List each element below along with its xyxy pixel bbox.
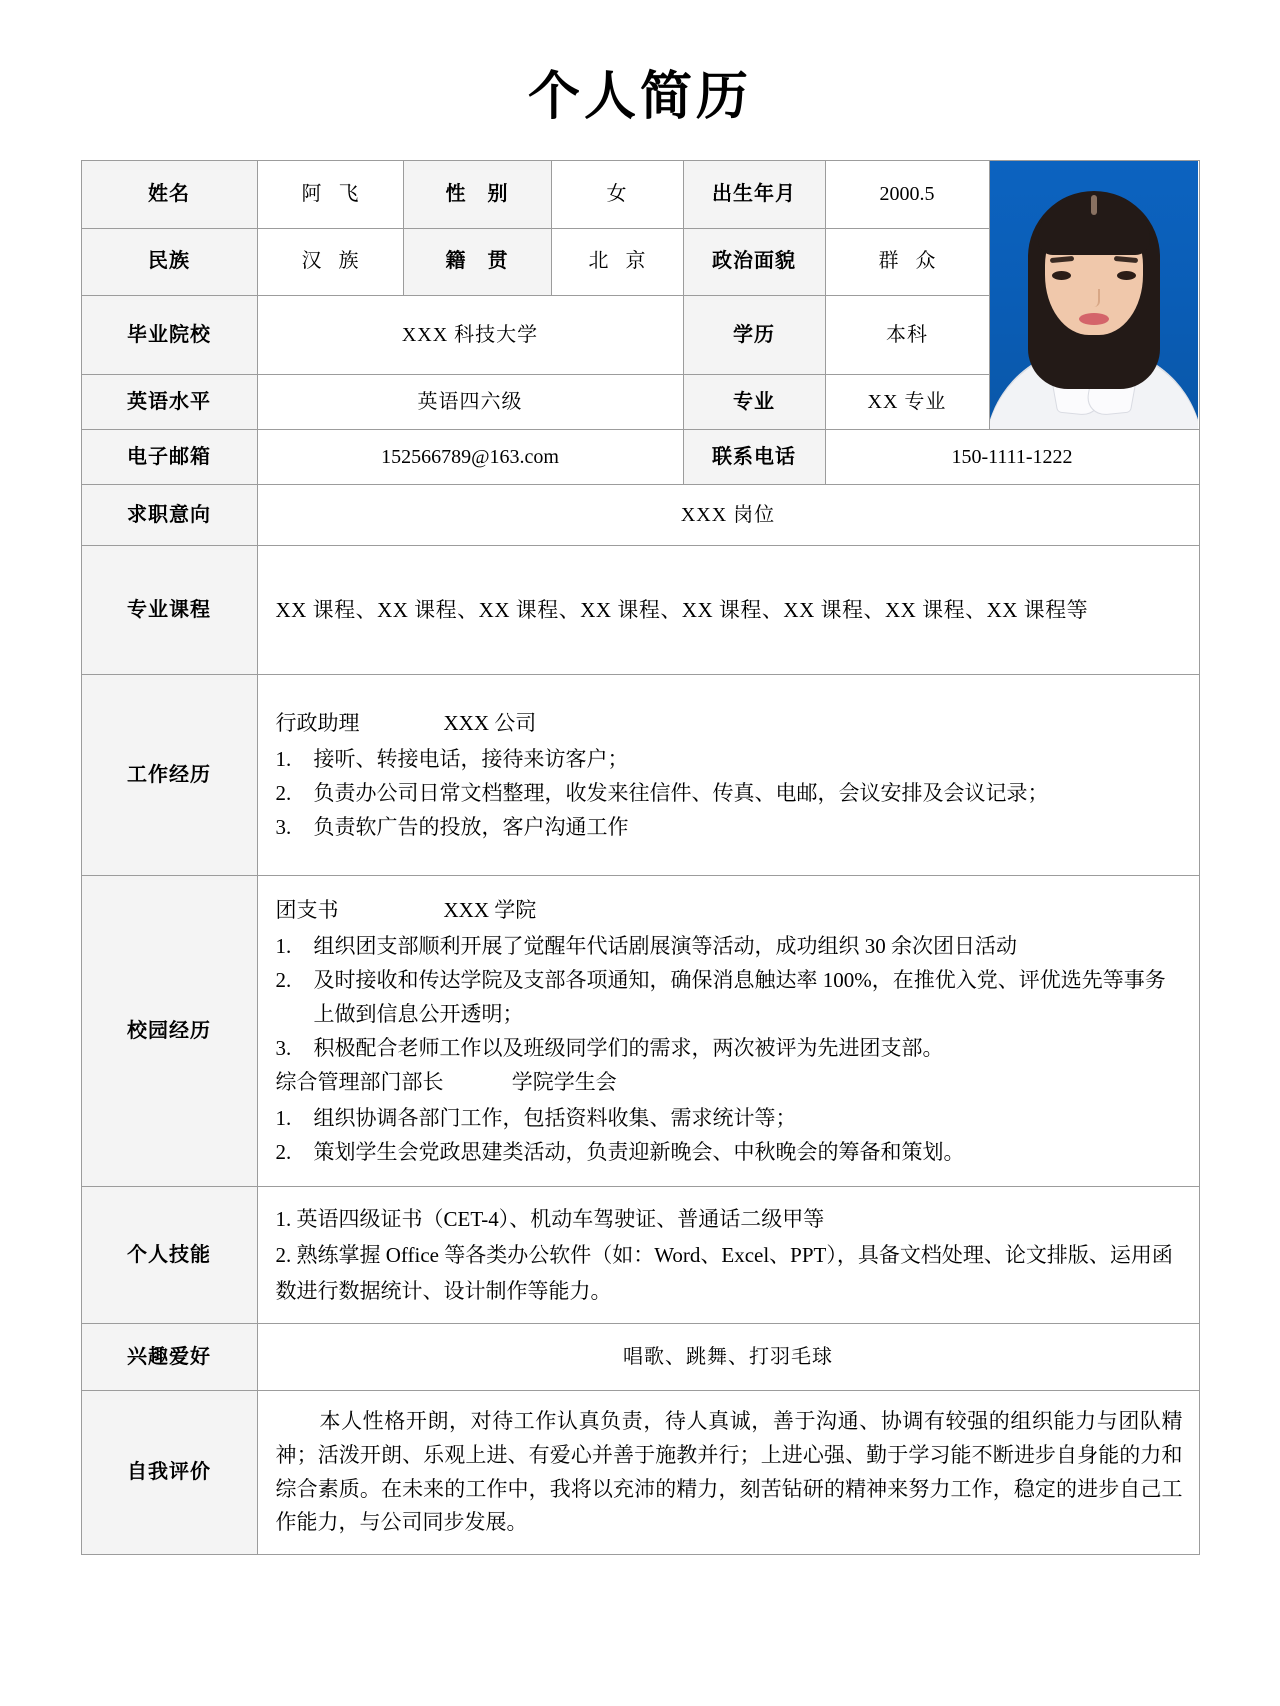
work-item-text: 接听、转接电话，接待来访客户； — [313, 746, 629, 771]
campus-header-gap-2 — [444, 1070, 512, 1094]
label-evaluation: 自我评价 — [81, 1391, 257, 1554]
list-item — [276, 1101, 1183, 1135]
campus-org-1: XXX 学院 — [443, 897, 537, 922]
value-hobbies: 唱歌、跳舞、打羽毛球 — [257, 1324, 1199, 1391]
table-row — [81, 485, 1199, 546]
label-skills: 个人技能 — [81, 1187, 257, 1324]
campus-header-gap-1 — [339, 898, 444, 922]
campus-header-1 — [276, 893, 1183, 927]
value-ethnicity: 汉 族 — [257, 228, 403, 296]
campus-item-number: 1. — [275, 933, 292, 958]
value-english: 英语四六级 — [257, 375, 683, 430]
value-origin: 北 京 — [551, 228, 683, 296]
table-row — [81, 675, 1199, 876]
skills-block — [258, 1187, 1199, 1323]
value-courses: XX 课程、XX 课程、XX 课程、XX 课程、XX 课程、XX 课程、XX 课程、XX 课程等 — [275, 597, 1089, 622]
value-skills-cell — [257, 1187, 1199, 1324]
list-item — [276, 1135, 1183, 1169]
label-origin: 籍 贯 — [403, 228, 551, 296]
work-header-gap — [360, 711, 444, 735]
label-work: 工作经历 — [81, 675, 257, 876]
table-row — [81, 546, 1199, 675]
campus-item-text: 组织协调各部门工作，包括资料收集、需求统计等； — [313, 1106, 797, 1131]
table-row — [81, 161, 1199, 229]
value-name: 阿 飞 — [257, 161, 403, 229]
work-item-text: 负责办公司日常文档整理，收发来往信件、传真、电邮，会议安排及会议记录； — [313, 781, 1049, 805]
campus-item-text: 组织团支部顺利开展了觉醒年代话剧展演等活动，成功组织 30 余次团日活动 — [313, 933, 1017, 958]
value-courses-cell — [257, 546, 1199, 675]
label-major: 专业 — [683, 375, 825, 430]
campus-item-number: 1. — [275, 1106, 292, 1131]
photo-eye-right — [1117, 271, 1136, 280]
campus-item-number: 3. — [275, 1036, 292, 1060]
campus-item-text: 积极配合老师工作以及班级同学们的需求，两次被评为先进团支部。 — [313, 1036, 944, 1060]
value-birth: 2000.5 — [825, 161, 989, 229]
work-position: 行政助理 — [275, 710, 360, 735]
value-school: XXX 科技大学 — [257, 296, 683, 375]
photo-nose — [1088, 289, 1100, 307]
value-work-cell — [257, 675, 1199, 876]
campus-header-2 — [276, 1065, 1183, 1099]
campus-item-number: 2. — [275, 1140, 292, 1165]
value-gender: 女 — [551, 161, 683, 229]
value-evaluation-cell — [257, 1391, 1199, 1554]
list-item — [276, 776, 1183, 810]
value-major: XX 专业 — [825, 375, 989, 430]
value-objective: XXX 岗位 — [257, 485, 1199, 546]
work-company: XXX 公司 — [443, 710, 537, 735]
value-education: 本科 — [825, 296, 989, 375]
table-row — [81, 876, 1199, 1187]
work-header — [276, 706, 1183, 740]
list-item — [276, 810, 1183, 844]
work-item-text: 负责软广告的投放，客户沟通工作 — [313, 815, 629, 840]
label-political: 政治面貌 — [683, 228, 825, 296]
value-campus-cell — [257, 876, 1199, 1187]
label-birth: 出生年月 — [683, 161, 825, 229]
campus-org-2: 学院学生会 — [511, 1070, 617, 1095]
photo-hair-part — [1091, 195, 1097, 215]
work-item-number: 3. — [275, 815, 292, 840]
label-english: 英语水平 — [81, 375, 257, 430]
campus-role-1: 团支书 — [275, 897, 339, 922]
skill-line-2: 2. 熟练掌握 Office 等各类办公软件（如：Word、Excel、PPT），具备文档处理、论文排版、运用函数进行数据统计、设计制作等能力。 — [275, 1243, 1173, 1304]
campus-item-text: 及时接收和传达学院及支部各项通知，确保消息触达率 100%，在推优入党、评优选先等事务上做到信息公开透明； — [313, 967, 1166, 1026]
table-row — [81, 1324, 1199, 1391]
table-row — [81, 1391, 1199, 1554]
label-phone: 联系电话 — [683, 430, 825, 485]
photo-lips — [1079, 313, 1109, 325]
label-name: 姓名 — [81, 161, 257, 229]
label-email: 电子邮箱 — [81, 430, 257, 485]
label-school: 毕业院校 — [81, 296, 257, 375]
work-block — [258, 692, 1199, 858]
label-gender: 性 别 — [403, 161, 551, 229]
evaluation-block — [258, 1391, 1199, 1553]
list-item — [276, 1031, 1183, 1065]
label-campus: 校园经历 — [81, 876, 257, 1187]
page-title: 个人简历 — [527, 69, 752, 126]
label-hobbies: 兴趣爱好 — [81, 1324, 257, 1391]
photo-cell — [989, 161, 1199, 430]
campus-role-2: 综合管理部门部长 — [275, 1070, 444, 1095]
label-objective: 求职意向 — [81, 485, 257, 546]
list-item — [276, 742, 1183, 776]
value-political: 群 众 — [825, 228, 989, 296]
table-row — [81, 1187, 1199, 1324]
id-photo — [990, 161, 1198, 429]
campus-item-text: 策划学生会党政思建类活动，负责迎新晚会、中秋晚会的筹备和策划。 — [313, 1140, 965, 1165]
table-row — [81, 430, 1199, 485]
work-item-number: 1. — [275, 746, 292, 771]
value-evaluation: 本人性格开朗，对待工作认真负责，待人真诚，善于沟通、协调有较强的组织能力与团队精神；活泼开朗、乐观上进、有爱心并善于施教并行；上进心强、勤于学习能不断进步自身能的力和综合素质。在未来的工作中，我将以充沛的精力，刻苦钻研的精神来努力工作，稳定的进步自己工作能力，与公司同步发展。 — [275, 1409, 1183, 1535]
photo-eye-left — [1052, 271, 1071, 280]
resume-table — [81, 160, 1200, 1555]
campus-item-number: 2. — [275, 967, 292, 992]
list-item — [276, 963, 1183, 1031]
list-item — [276, 929, 1183, 963]
skill-line-1: 1. 英语四级证书（CET-4）、机动车驾驶证、普通话二级甲等 — [275, 1207, 825, 1231]
label-courses: 专业课程 — [81, 546, 257, 675]
value-email: 152566789@163.com — [257, 430, 683, 485]
label-education: 学历 — [683, 296, 825, 375]
campus-block — [258, 879, 1199, 1183]
label-ethnicity: 民族 — [81, 228, 257, 296]
work-item-number: 2. — [275, 781, 292, 805]
value-phone: 150-1111-1222 — [825, 430, 1199, 485]
